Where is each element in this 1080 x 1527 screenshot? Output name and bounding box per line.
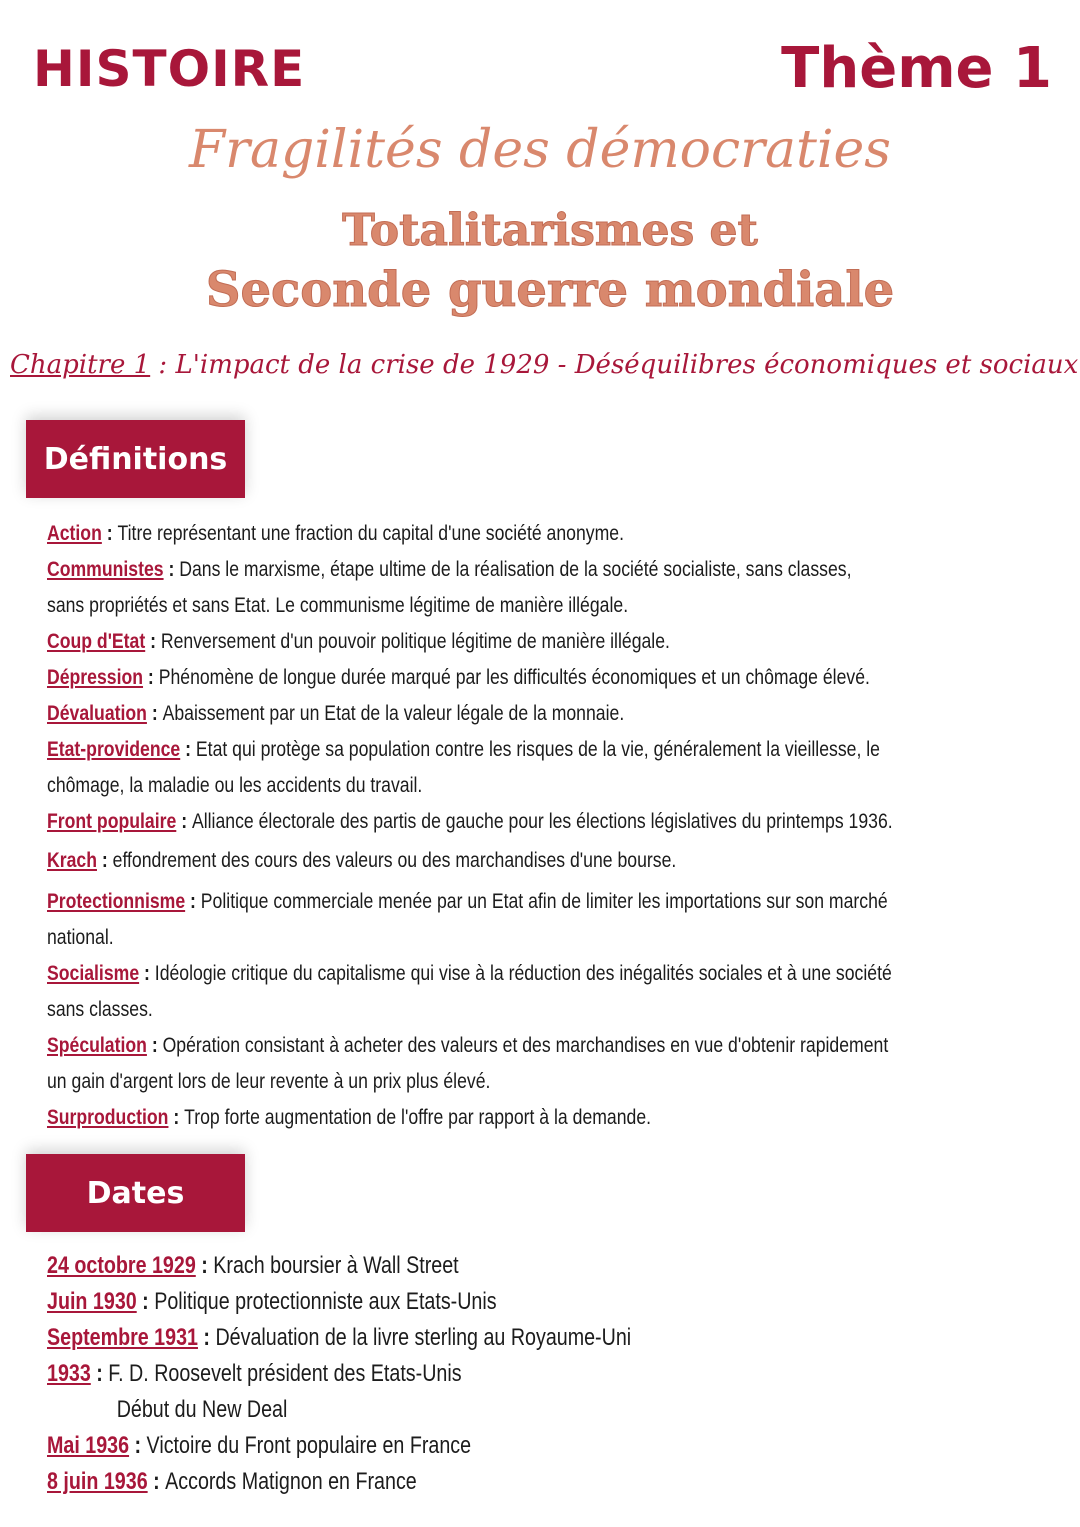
- chapter-label: Chapitre 1: [10, 350, 151, 380]
- definition-item: Surproduction : Trop forte augmentation de l'offre par rapport à la demande.: [47, 1105, 652, 1129]
- definition-text: Alliance électorale des partis de gauche pour les élections législatives du printemps 1936.: [191, 809, 893, 833]
- date-item: Septembre 1931 : Dévaluation de la livre sterling au Royaume-Uni: [47, 1324, 632, 1351]
- date-label: Juin 1930: [47, 1288, 137, 1315]
- date-label: 24 octobre 1929: [47, 1252, 196, 1279]
- date-item: Mai 1936 : Victoire du Front populaire en France: [47, 1432, 472, 1459]
- subject-title: HISTOIRE: [33, 40, 306, 98]
- definition-text: Abaissement par un Etat de la valeur légale de la monnaie.: [162, 701, 625, 725]
- definition-term: Etat-providence: [47, 737, 181, 761]
- definition-text-cont: chômage, la maladie ou les accidents du travail.: [47, 773, 423, 797]
- date-item: 8 juin 1936 : Accords Matignon en France: [47, 1468, 417, 1495]
- chapter-heading: [10, 350, 1080, 380]
- definition-text: effondrement des cours des valeurs ou des marchandises d'une bourse.: [112, 848, 677, 872]
- date-event: Accords Matignon en France: [165, 1468, 417, 1495]
- definition-term: Spéculation: [47, 1033, 147, 1057]
- main-title-line2: Seconde guerre mondiale: [205, 262, 895, 318]
- definition-text: Opération consistant à acheter des valeurs et des marchandises en vue d'obtenir rapidement: [162, 1033, 889, 1057]
- definition-text: Idéologie critique du capitalisme qui vise à la réduction des inégalités sociales et à une société: [154, 961, 892, 985]
- definition-term: Action: [47, 521, 102, 545]
- chapter-title: : L'impact de la crise de 1929 - Déséquilibres économiques et sociaux: [150, 350, 1079, 380]
- definition-text: Renversement d'un pouvoir politique légitime de manière illégale.: [160, 629, 670, 653]
- definition-text-cont: un gain d'argent lors de leur revente à un prix plus élevé.: [47, 1069, 491, 1093]
- definition-item: Action : Titre représentant une fraction du capital d'une société anonyme.: [47, 521, 624, 545]
- definitions-heading: Définitions: [26, 420, 245, 498]
- dates-heading: Dates: [26, 1154, 245, 1232]
- definition-term: Front populaire: [47, 809, 177, 833]
- date-event: Krach boursier à Wall Street: [213, 1252, 459, 1279]
- definition-term: Dépression: [47, 665, 144, 689]
- definition-term: Dévaluation: [47, 701, 147, 725]
- definition-text: Dans le marxisme, étape ultime de la réalisation de la société socialiste, sans classes,: [179, 557, 852, 581]
- date-item: Juin 1930 : Politique protectionniste aux Etats-Unis: [47, 1288, 497, 1315]
- date-event: F. D. Roosevelt président des Etats-Unis: [108, 1360, 462, 1387]
- script-title: Fragilités des démocraties: [189, 120, 891, 180]
- definition-text: Politique commerciale menée par un Etat afin de limiter les importations sur son marché: [200, 889, 888, 913]
- date-item: 24 octobre 1929 : Krach boursier à Wall Street: [47, 1252, 459, 1279]
- date-label: 8 juin 1936: [47, 1468, 148, 1495]
- definition-item: Spéculation : Opération consistant à acheter des valeurs et des marchandises en vue d'obtenir rapidement un gain d'argent lors de leur revente à un prix plus élevé.: [47, 1033, 889, 1093]
- definition-term: Coup d'Etat: [47, 629, 146, 653]
- date-event: Politique protectionniste aux Etats-Unis: [154, 1288, 497, 1315]
- definition-term: Communistes: [47, 557, 164, 581]
- definition-term: Surproduction: [47, 1105, 169, 1129]
- date-item: 1933 : F. D. Roosevelt président des Etats-Unis Début du New Deal: [47, 1360, 462, 1423]
- definition-text: Trop forte augmentation de l'offre par rapport à la demande.: [184, 1105, 652, 1129]
- definition-item: Front populaire : Alliance électorale des partis de gauche pour les élections législatives du printemps 1936.: [47, 809, 893, 833]
- definition-text-cont: national.: [47, 925, 114, 949]
- definition-term: Protectionnisme: [47, 889, 186, 913]
- definition-item: Protectionnisme : Politique commerciale menée par un Etat afin de limiter les importations sur son marché national.: [47, 889, 888, 949]
- definitions-list: [47, 515, 1062, 1135]
- date-event: Victoire du Front populaire en France: [146, 1432, 472, 1459]
- definition-item: Etat-providence : Etat qui protège sa population contre les risques de la vie, généralement la vieillesse, le chômage, la maladie ou les accidents du travail.: [47, 737, 880, 797]
- date-event-cont: Début du New Deal: [116, 1396, 288, 1423]
- definition-text-cont: sans classes.: [47, 997, 153, 1021]
- main-title-line1: Totalitarismes et: [342, 205, 758, 256]
- definition-text: Titre représentant une fraction du capital d'une société anonyme.: [117, 521, 624, 545]
- definition-item: Dévaluation : Abaissement par un Etat de la valeur légale de la monnaie.: [47, 701, 625, 725]
- date-label: Mai 1936: [47, 1432, 130, 1459]
- theme-label: Thème 1: [781, 36, 1052, 101]
- definition-term: Krach: [47, 848, 97, 872]
- date-label: 1933: [47, 1360, 91, 1387]
- definition-text-cont: sans propriétés et sans Etat. Le communisme légitime de manière illégale.: [47, 593, 629, 617]
- definition-item: Krach : effondrement des cours des valeurs ou des marchandises d'une bourse.: [47, 848, 677, 872]
- definition-term: Socialisme: [47, 961, 140, 985]
- dates-list: [47, 1248, 1047, 1500]
- definition-item: Dépression : Phénomène de longue durée marqué par les difficultés économiques et un chômage élevé.: [47, 665, 870, 689]
- date-label: Septembre 1931: [47, 1324, 198, 1351]
- definition-item: Socialisme : Idéologie critique du capitalisme qui vise à la réduction des inégalités sociales et à une société sans classes.: [47, 961, 892, 1021]
- definition-item: Coup d'Etat : Renversement d'un pouvoir politique légitime de manière illégale.: [47, 629, 670, 653]
- date-event: Dévaluation de la livre sterling au Royaume-Uni: [215, 1324, 632, 1351]
- definition-text: Phénomène de longue durée marqué par les difficultés économiques et un chômage élevé.: [158, 665, 870, 689]
- definition-text: Etat qui protège sa population contre les risques de la vie, généralement la vieillesse, le: [195, 737, 880, 761]
- definition-item: Communistes : Dans le marxisme, étape ultime de la réalisation de la société socialiste, sans classes, sans propriétés et sans Etat. Le communisme légitime de manière illégale.: [47, 557, 852, 617]
